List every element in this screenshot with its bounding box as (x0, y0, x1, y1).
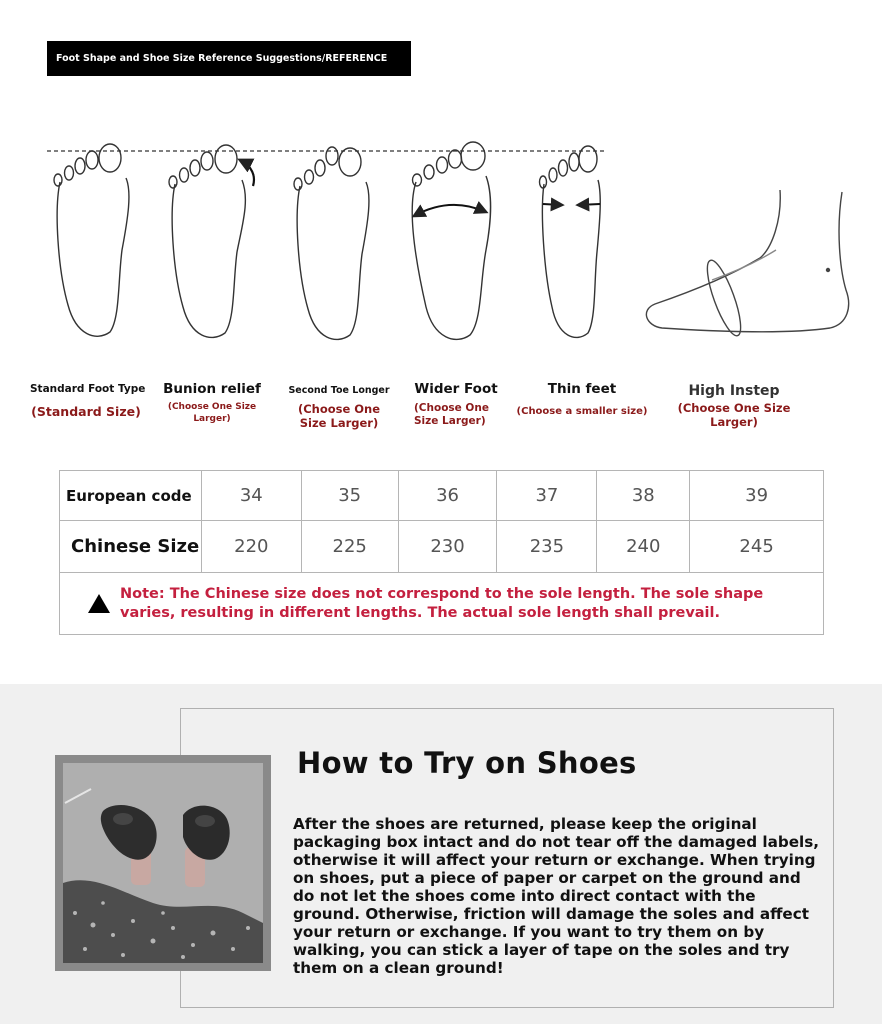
table-row (60, 471, 824, 521)
table-cell: 35 (301, 471, 398, 521)
table-cell: 38 (597, 471, 690, 521)
foot-type-name: High Instep (688, 383, 780, 399)
table-cell: 230 (398, 521, 497, 573)
foot-type-note: (Choose One Size Larger) (297, 402, 381, 430)
foot-label-thin (512, 381, 652, 417)
bunion-foot-icon (169, 145, 254, 337)
table-cell: 245 (690, 521, 824, 573)
how-to-title: How to Try on Shoes (297, 746, 637, 780)
table-cell: 235 (497, 521, 597, 573)
foot-label-standard (30, 383, 146, 419)
row-header-chinese: Chinese Size (60, 521, 202, 573)
foot-label-bunion (160, 381, 264, 425)
second-toe-foot-icon (294, 147, 369, 339)
size-note: Note: The Chinese size does not correspond to the sole length. The sole shape varies, resulting in different lengths. The actual sole length shall prevail. (120, 585, 764, 621)
foot-type-name: Second Toe Longer (288, 385, 390, 396)
table-row (60, 521, 824, 573)
table-cell: 37 (497, 471, 597, 521)
foot-type-name: Thin feet (547, 381, 617, 397)
shoes-photo-image (63, 763, 263, 963)
row-header-european: European code (60, 471, 202, 521)
foot-type-note: (Choose One Size Larger) (167, 402, 257, 424)
shoes-photo (55, 755, 271, 971)
size-table (59, 470, 824, 635)
warning-triangle-icon (88, 594, 110, 613)
foot-label-wider (408, 381, 504, 428)
how-to-body: After the shoes are returned, please keep the original packaging box intact and do not tear off the damaged labels, otherwise it will affect your return or exchange. When trying on shoes, put a piece of paper or carpet on the ground and do not let the shoes come into direct contact with the ground. Otherwise, friction will damage the soles and affect your return or exchange. If you want to try them on by walking, you can stick a layer of tape on the soles and try them on a clean ground! (293, 815, 820, 977)
note-cell (60, 573, 824, 635)
foot-type-name: Standard Foot Type (30, 383, 146, 395)
table-row (60, 573, 824, 635)
table-cell: 36 (398, 471, 497, 521)
table-cell: 220 (201, 521, 301, 573)
table-cell: 39 (690, 471, 824, 521)
banner-title: Foot Shape and Shoe Size Reference Suggestions/REFERENCE (56, 53, 388, 64)
foot-type-name: Wider Foot (414, 381, 498, 397)
standard-foot-icon (54, 144, 129, 336)
table-cell: 225 (301, 521, 398, 573)
table-cell: 34 (201, 471, 301, 521)
foot-type-note: (Standard Size) (31, 404, 141, 419)
foot-label-high-instep (676, 383, 792, 429)
foot-label-second-toe (284, 385, 394, 430)
foot-illustrations (0, 100, 882, 380)
foot-type-name: Bunion relief (163, 381, 261, 397)
high-instep-foot-icon (646, 190, 848, 339)
foot-type-note: (Choose One Size Larger) (414, 402, 489, 427)
wide-foot-icon (412, 142, 490, 339)
thin-foot-icon (540, 146, 601, 337)
reference-banner (47, 41, 411, 76)
table-cell: 240 (597, 521, 690, 573)
foot-type-note: (Choose One Size Larger) (677, 401, 791, 429)
foot-type-note: (Choose a smaller size) (516, 406, 648, 417)
